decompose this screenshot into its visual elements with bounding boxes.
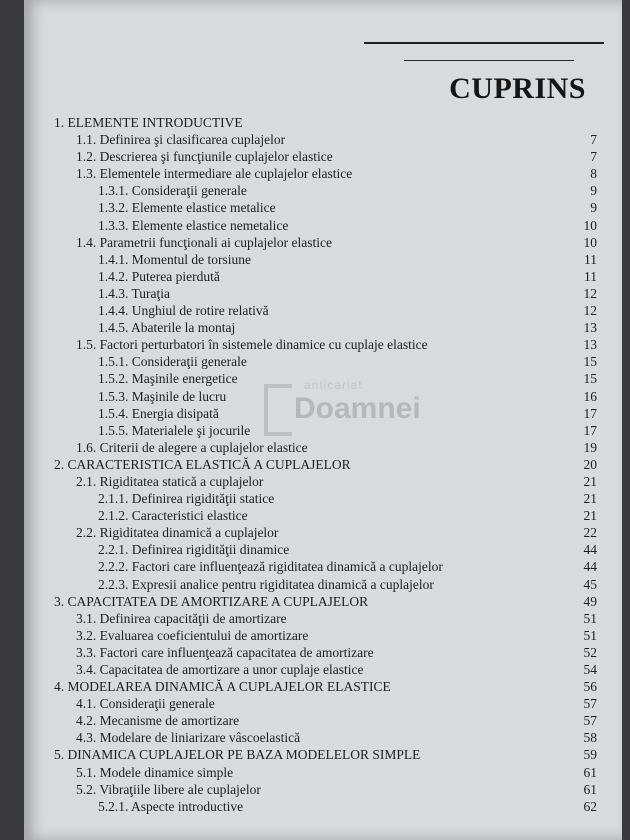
toc-entry	[54, 507, 614, 524]
toc-entry	[54, 285, 614, 302]
toc-entry	[54, 644, 614, 661]
toc-entry	[54, 422, 614, 439]
watermark-top-text: anticariat	[304, 378, 363, 392]
toc-entry	[54, 217, 614, 234]
toc-entry-title: 3.1. Definirea capacităţii de amortizare	[76, 610, 287, 626]
toc-entry-title: 1.3.2. Elemente elastice metalice	[98, 200, 276, 216]
toc-entry-page: 10	[583, 234, 597, 250]
toc-entry	[54, 627, 614, 644]
toc-entry	[54, 661, 614, 678]
toc-entry-title: 1.4.3. Turaţia	[98, 285, 171, 301]
toc-entry-title: 1.3.3. Elemente elastice nemetalice	[98, 217, 289, 233]
toc-entry	[54, 746, 614, 763]
toc-entry	[54, 712, 614, 729]
toc-entry-page: 56	[583, 679, 597, 695]
toc-entry-page: 44	[583, 542, 597, 558]
toc-entry	[54, 148, 614, 165]
header-rule	[364, 42, 604, 44]
toc-entry-title: 1.4. Parametrii funcţionali ai cuplajelor elastice	[76, 234, 333, 250]
toc-entry-title: 1.4.1. Momentul de torsiune	[98, 251, 251, 267]
toc-entry-title: 1.3. Elementele intermediare ale cuplajelor elastice	[76, 166, 353, 182]
toc-entry	[54, 182, 614, 199]
toc-entry-title: 5.2.1. Aspecte introductive	[98, 798, 244, 814]
toc-entry-page: 16	[583, 388, 597, 404]
toc-entry-page: 11	[584, 268, 597, 284]
toc-entry-page: 20	[583, 456, 597, 472]
toc-entry-page: 44	[583, 559, 597, 575]
toc-entry	[54, 558, 614, 575]
toc-entry	[54, 405, 614, 422]
toc-entry-page: 19	[583, 439, 597, 455]
toc-entry	[54, 114, 614, 131]
toc-entry-page: 51	[583, 610, 597, 626]
toc-entry-page: 11	[584, 251, 597, 267]
table-of-contents	[54, 114, 614, 815]
toc-entry-title: 5.2. Vibraţiile libere ale cuplajelor	[76, 781, 261, 797]
toc-entry-title: 1.6. Criterii de alegere a cuplajelor elastice	[76, 439, 308, 455]
header-rule-faint	[404, 60, 574, 61]
toc-entry-page: 45	[583, 576, 597, 592]
toc-entry	[54, 234, 614, 251]
toc-entry	[54, 165, 614, 182]
watermark-main-text: Doamnei	[294, 392, 421, 425]
toc-entry	[54, 610, 614, 627]
toc-entry	[54, 764, 614, 781]
toc-entry-page: 13	[583, 337, 597, 353]
toc-entry	[54, 370, 614, 387]
toc-entry	[54, 353, 614, 370]
toc-entry-title: 4.2. Mecanisme de amortizare	[76, 713, 240, 729]
toc-entry-title: 1.5.5. Materialele şi jocurile	[98, 422, 251, 438]
toc-entry-title: 2.1.2. Caracteristici elastice	[98, 508, 248, 524]
toc-entry-title: 1. ELEMENTE INTRODUCTIVE	[54, 115, 243, 130]
toc-entry	[54, 319, 614, 336]
toc-entry	[54, 593, 614, 610]
toc-entry	[54, 729, 614, 746]
toc-entry	[54, 302, 614, 319]
toc-entry-title: 2.1.1. Definirea rigidităţii statice	[98, 491, 275, 507]
toc-entry	[54, 131, 614, 148]
toc-entry-page: 52	[583, 644, 597, 660]
toc-entry-page: 59	[583, 747, 597, 763]
toc-entry-title: 2.2.2. Factori care influenţează rigiditatea dinamică a cuplajelor	[98, 559, 443, 575]
toc-entry-title: 1.1. Definirea şi clasificarea cuplajelor	[76, 132, 286, 148]
toc-entry	[54, 251, 614, 268]
toc-entry-page: 10	[583, 217, 597, 233]
toc-entry-title: 3.2. Evaluarea coeficientului de amortizare	[76, 627, 309, 643]
toc-entry-page: 49	[583, 593, 597, 609]
toc-entry	[54, 678, 614, 695]
toc-entry-title: 1.2. Descrierea şi funcţiunile cuplajelor elastice	[76, 149, 333, 165]
toc-entry	[54, 388, 614, 405]
toc-entry-title: 2.2.3. Expresii analice pentru rigiditatea dinamică a cuplajelor	[98, 576, 434, 592]
toc-entry-page: 7	[590, 132, 597, 148]
toc-entry-page: 57	[583, 696, 597, 712]
toc-entry-page: 15	[583, 371, 597, 387]
toc-entry-title: 1.5. Factori perturbatori în sistemele dinamice cu cuplaje elastice	[76, 337, 428, 353]
toc-entry-title: 5.1. Modele dinamice simple	[76, 764, 234, 780]
toc-entry-title: 3.4. Capacitatea de amortizare a unor cuplaje elastice	[76, 662, 364, 677]
toc-entry	[54, 199, 614, 216]
toc-entry-page: 9	[590, 183, 597, 199]
toc-entry-page: 21	[583, 491, 597, 507]
book-page	[24, 0, 622, 840]
toc-entry-title: 1.5.3. Maşinile de lucru	[98, 388, 227, 404]
toc-entry-page: 21	[583, 508, 597, 524]
toc-entry-page: 17	[583, 405, 597, 421]
toc-entry-page: 61	[583, 781, 597, 797]
toc-entry	[54, 781, 614, 798]
toc-entry-title: 1.4.5. Abaterile la montaj	[98, 320, 236, 336]
toc-entry-page: 58	[583, 730, 597, 746]
toc-entry-page: 15	[583, 354, 597, 370]
toc-entry-page: 12	[583, 285, 597, 301]
toc-entry	[54, 268, 614, 285]
toc-entry-page: 8	[590, 166, 597, 182]
toc-entry-title: 1.3.1. Consideraţii generale	[98, 183, 247, 199]
toc-entry-title: 1.4.4. Unghiul de rotire relativă	[98, 303, 269, 319]
toc-entry-title: 2.1. Rigiditatea statică a cuplajelor	[76, 473, 264, 489]
page-title: CUPRINS	[449, 72, 586, 105]
toc-entry-page: 62	[583, 798, 597, 814]
toc-entry	[54, 524, 614, 541]
toc-entry-title: 3.3. Factori care influenţează capacitatea de amortizare	[76, 644, 374, 660]
toc-entry	[54, 456, 614, 473]
toc-entry-title: 1.5.4. Energia disipată	[98, 405, 219, 421]
toc-entry-page: 54	[583, 662, 597, 677]
toc-entry-title: 1.5.1. Consideraţii generale	[98, 354, 247, 370]
toc-entry-title: 1.5.2. Maşinile energetice	[98, 371, 238, 387]
toc-entry	[54, 541, 614, 558]
toc-entry-title: 5. DINAMICA CUPLAJELOR PE BAZA MODELELOR SIMPLE	[54, 747, 421, 763]
toc-entry-page: 12	[583, 303, 597, 319]
toc-entry-page: 9	[590, 200, 597, 216]
toc-entry	[54, 490, 614, 507]
toc-entry-title: 2. CARACTERISTICA ELASTICĂ A CUPLAJELOR	[54, 456, 351, 472]
toc-entry	[54, 439, 614, 456]
toc-entry-title: 3. CAPACITATEA DE AMORTIZARE A CUPLAJELOR	[54, 593, 369, 609]
toc-entry-page: 21	[583, 473, 597, 489]
toc-entry-page: 13	[583, 320, 597, 336]
toc-entry-title: 2.2.1. Definirea rigidităţii dinamice	[98, 542, 290, 558]
toc-entry-title: 4. MODELAREA DINAMICĂ A CUPLAJELOR ELASTICE	[54, 679, 391, 695]
toc-entry-title: 4.3. Modelare de liniarizare vâscoelastică	[76, 730, 301, 746]
toc-entry	[54, 576, 614, 593]
toc-entry-page: 61	[583, 764, 597, 780]
toc-entry	[54, 798, 614, 815]
toc-entry-page: 17	[583, 422, 597, 438]
toc-entry	[54, 336, 614, 353]
toc-entry-title: 2.2. Rigiditatea dinamică a cuplajelor	[76, 525, 279, 541]
toc-entry	[54, 473, 614, 490]
toc-entry-title: 1.4.2. Puterea pierdută	[98, 268, 220, 284]
toc-entry-page: 22	[583, 525, 597, 541]
toc-entry-page: 7	[590, 149, 597, 165]
toc-entry	[54, 695, 614, 712]
toc-entry-title: 4.1. Consideraţii generale	[76, 696, 215, 712]
toc-entry-page: 57	[583, 713, 597, 729]
toc-entry-page: 51	[583, 627, 597, 643]
